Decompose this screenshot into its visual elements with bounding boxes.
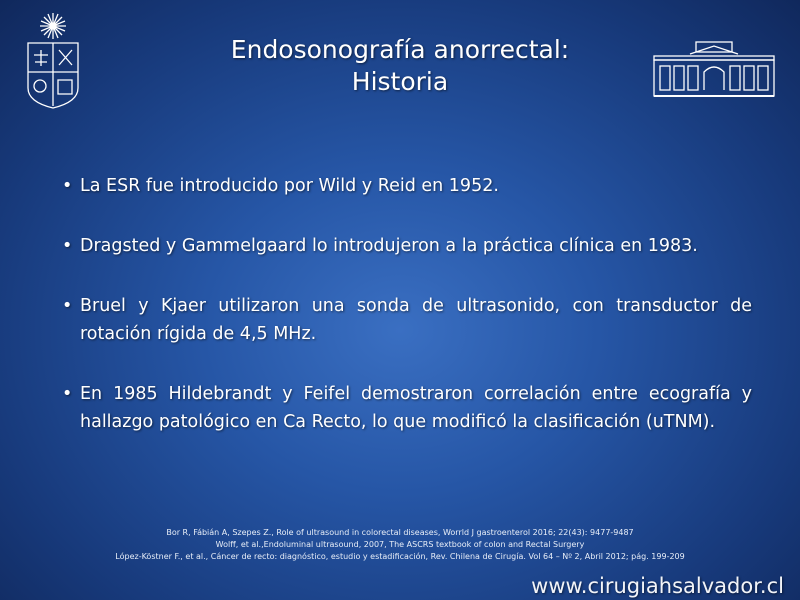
title-line-2: Historia [351, 67, 449, 96]
bullet-item: • En 1985 Hildebrandt y Feifel demostraron correlación entre ecografía y hallazgo patológico en Ca Recto, lo que modificó la clasificación (uTNM). [62, 384, 752, 432]
bullet-text: Dragsted y Gammelgaard lo introdujeron a la práctica clínica en 1983. [80, 236, 698, 256]
reference-line: López-Köstner F., et al., Cáncer de recto: diagnóstico, estudio y estadificación, Rev. Chilena de Cirugía. Vol 64 – Nº 2, Abril 2012; pág. 199-209 [115, 552, 685, 561]
references [90, 527, 710, 563]
bullet-list [60, 172, 752, 436]
reference-line: Wolff, et al.,Endoluminal ultrasound, 2007, The ASCRS textbook of colon and Rectal Surgery [215, 540, 585, 549]
university-crest-icon [22, 10, 84, 110]
bullet-item: • La ESR fue introducido por Wild y Reid en 1952. [62, 176, 499, 196]
title-line-1: Endosonografía anorrectal: [230, 35, 570, 64]
website-url: www.cirugiahsalvador.cl [531, 574, 784, 598]
bullet-item: • Bruel y Kjaer utilizaron una sonda de ultrasonido, con transductor de rotación rígida de 4,5 MHz. [62, 296, 752, 344]
reference-line: Bor R, Fábián A, Szepes Z., Role of ultrasound in colorectal diseases, Worrld J gastroenterol 2016; 22(43): 9477-9487 [166, 528, 634, 537]
bullet-item: • Dragsted y Gammelgaard lo introdujeron a la práctica clínica en 1983. [62, 236, 698, 256]
slide-title [150, 34, 650, 98]
hospital-building-icon [652, 40, 776, 100]
bullet-text: La ESR fue introducido por Wild y Reid en 1952. [80, 176, 499, 196]
bullet-text: En 1985 Hildebrandt y Feifel demostraron correlación entre ecografía y hallazgo patológico en Ca Recto, lo que modificó la clasificación (uTNM). [80, 384, 752, 432]
bullet-text: Bruel y Kjaer utilizaron una sonda de ultrasonido, con transductor de rotación rígida de 4,5 MHz. [80, 296, 752, 344]
